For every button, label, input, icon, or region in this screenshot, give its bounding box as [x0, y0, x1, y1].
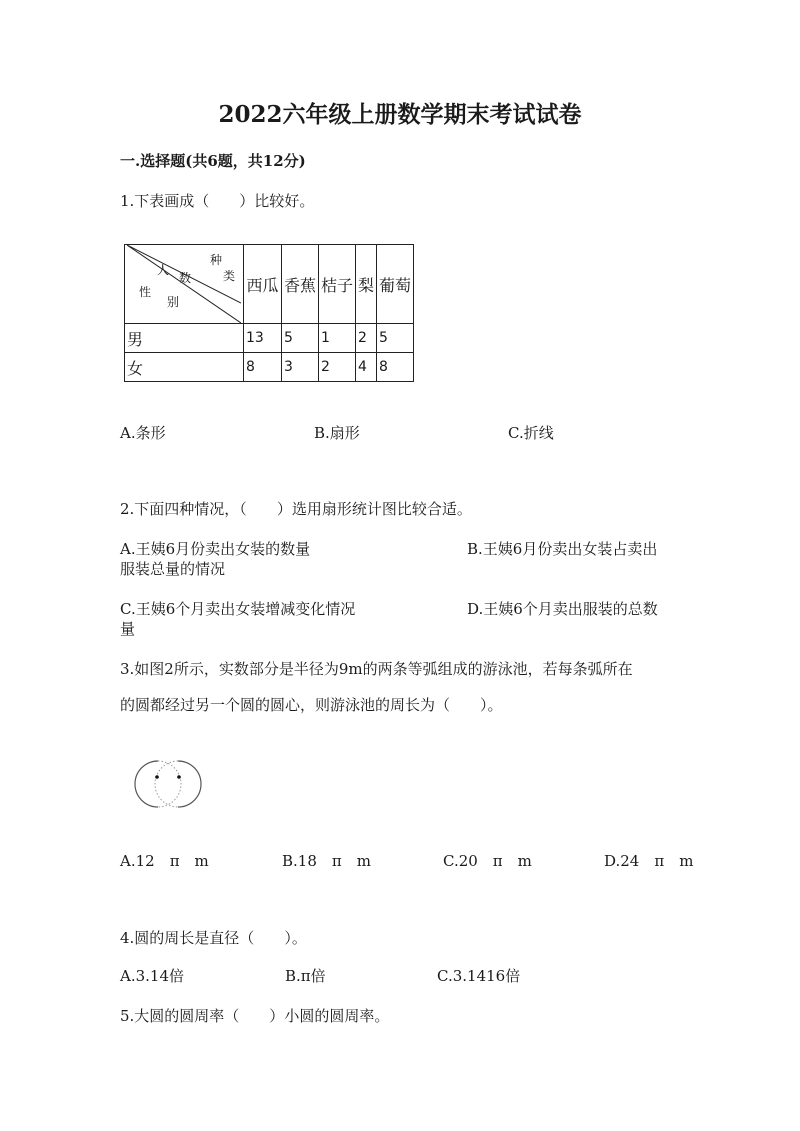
q1-option-b[interactable]: B.扇形 — [314, 424, 360, 442]
corner-char: 人 — [157, 263, 170, 277]
table-cell: 4 — [356, 353, 377, 382]
page-title: 2022六年级上册数学期末考试试卷 — [218, 101, 582, 128]
q3-option-c[interactable]: C.20 π m — [443, 852, 532, 870]
table-cell: 8 — [244, 353, 282, 382]
question-3-line-2: 的圆都经过另一个圆的圆心，则游泳池的周长为（ ）。 — [120, 696, 503, 714]
table-cell: 5 — [377, 324, 414, 353]
column-header: 梨 — [356, 245, 377, 324]
corner-char: 类 — [223, 269, 236, 283]
q3-option-a[interactable]: A.12 π m — [120, 852, 209, 870]
corner-char: 种 — [210, 253, 223, 267]
question-1-text: 1.下表画成（ ）比较好。 — [120, 192, 315, 210]
row-label: 男 — [125, 324, 244, 353]
corner-char: 性 — [139, 285, 152, 299]
center-dot-right — [177, 775, 181, 779]
corner-char: 别 — [167, 295, 180, 309]
q2-option-c[interactable]: C.王姨6个月卖出女装增减变化情况 — [120, 600, 356, 618]
table-corner-diagonal-cell — [125, 245, 244, 324]
table-row — [125, 324, 414, 353]
question-4-text: 4.圆的周长是直径（ ）。 — [120, 929, 307, 947]
q3-option-d[interactable]: D.24 π m — [604, 852, 694, 870]
q2-option-b[interactable]: B.王姨6月份卖出女装占卖出 — [467, 540, 658, 558]
question-5-text: 5.大圆的圆周率（ ）小圆的圆周率。 — [120, 1007, 390, 1025]
q2-option-a[interactable]: A.王姨6月份卖出女装的数量 — [120, 540, 311, 558]
table-cell: 13 — [244, 324, 282, 353]
q3-option-b[interactable]: B.18 π m — [282, 852, 371, 870]
table-cell: 2 — [319, 353, 356, 382]
q2-option-a-cont: 服装总量的情况 — [120, 560, 226, 578]
statistics-table — [124, 244, 414, 382]
q2-option-d[interactable]: D.王姨6个月卖出服装的总数 — [467, 600, 658, 618]
q4-option-b[interactable]: B.π倍 — [285, 967, 326, 985]
table-header-row — [125, 245, 414, 324]
pool-figure — [130, 752, 220, 812]
q1-option-c[interactable]: C.折线 — [508, 424, 554, 442]
q2-option-c-cont: 量 — [120, 620, 136, 638]
q4-option-a[interactable]: A.3.14倍 — [120, 967, 184, 985]
table-row — [125, 353, 414, 382]
question-2-text: 2.下面四种情况，（ ）选用扇形统计图比较合适。 — [120, 500, 472, 518]
question-3-line-1: 3.如图2所示，实数部分是半径为9m的两条等弧组成的游泳池，若每条弧所在 — [120, 660, 633, 678]
table-cell: 1 — [319, 324, 356, 353]
column-header: 葡萄 — [377, 245, 414, 324]
table-cell: 5 — [282, 324, 319, 353]
table-cell: 8 — [377, 353, 414, 382]
q1-option-a[interactable]: A.条形 — [120, 424, 166, 442]
column-header: 西瓜 — [244, 245, 282, 324]
table-cell: 2 — [356, 324, 377, 353]
corner-char: 数 — [179, 271, 192, 285]
table-cell: 3 — [282, 353, 319, 382]
q4-option-c[interactable]: C.3.1416倍 — [437, 967, 521, 985]
column-header: 桔子 — [319, 245, 356, 324]
section-heading: 一.选择题(共6题，共12分) — [120, 152, 306, 170]
column-header: 香蕉 — [282, 245, 319, 324]
center-dot-left — [155, 775, 159, 779]
row-label: 女 — [125, 353, 244, 382]
